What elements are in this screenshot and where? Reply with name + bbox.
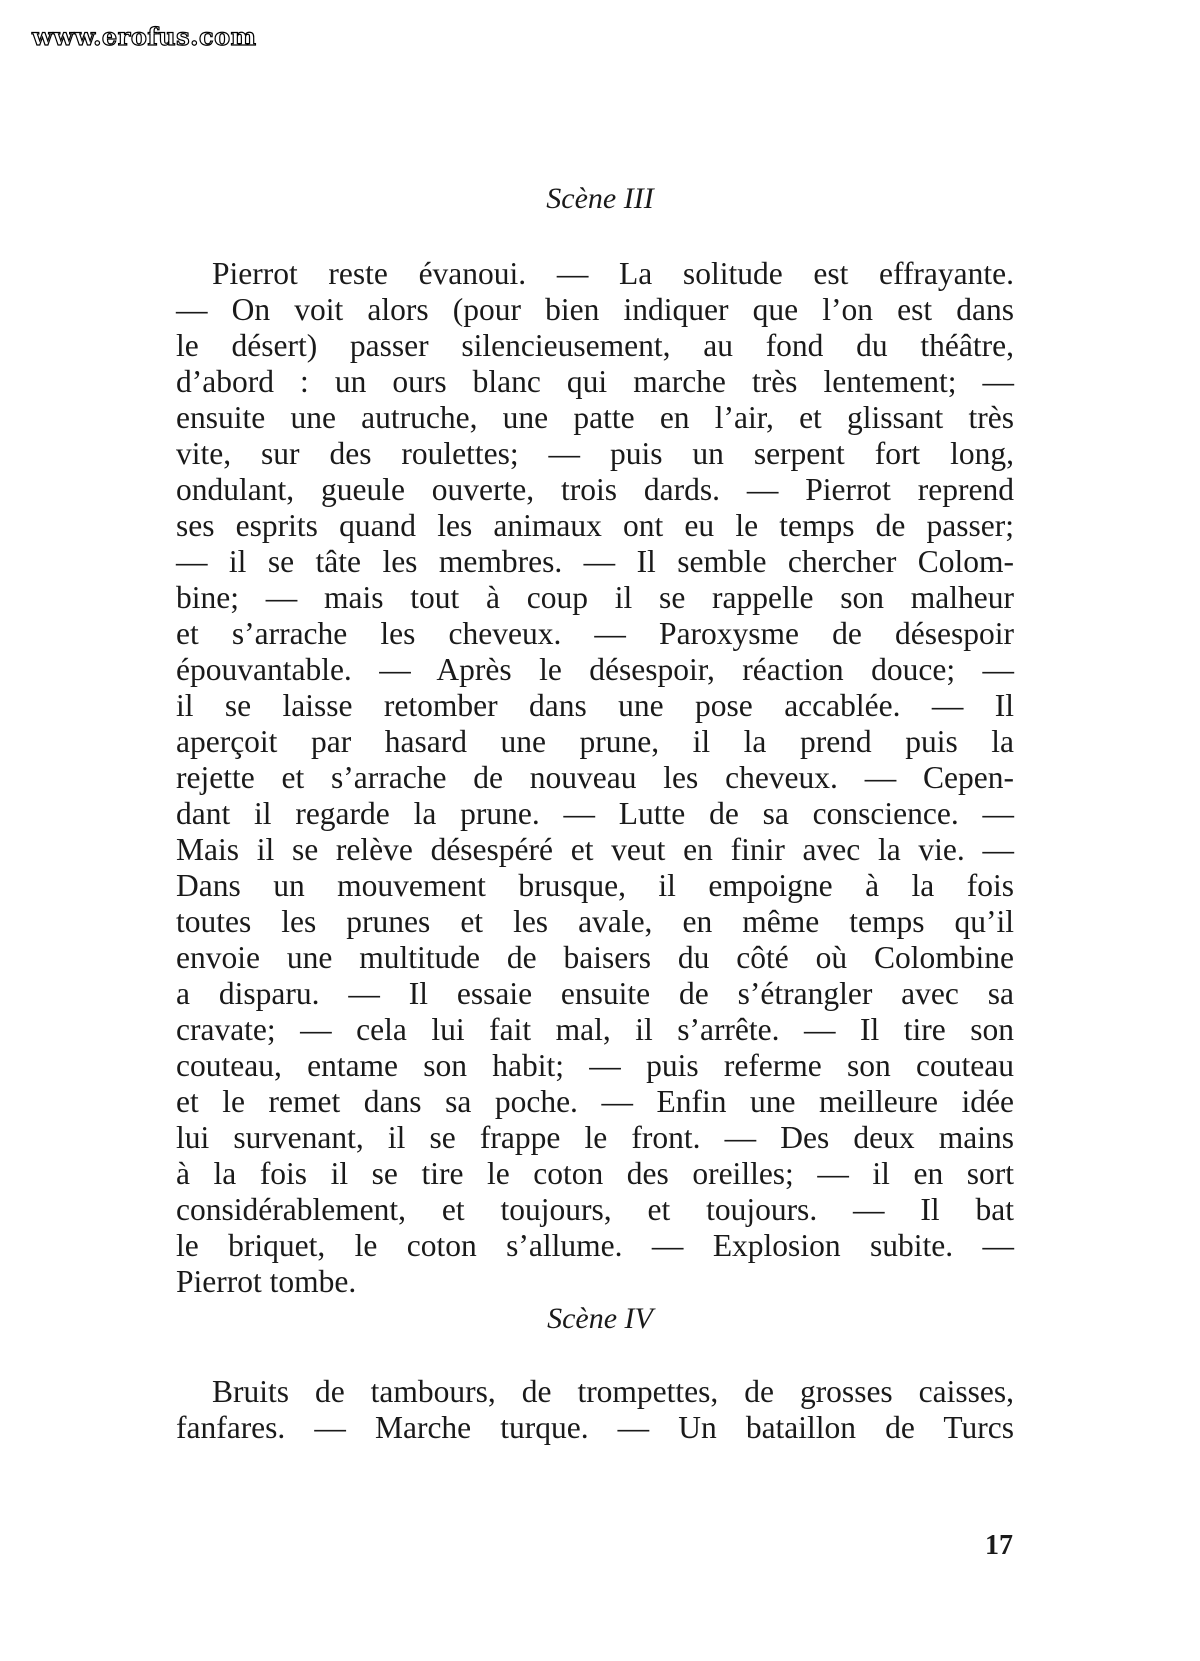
text-line: épouvantable. — Après le désespoir, réaction douce; — (176, 652, 1014, 687)
text-line: Pierrot tombe. (176, 1264, 357, 1299)
text-line: il se laisse retomber dans une pose accablée. — Il (176, 688, 1014, 723)
text-line: Pierrot reste évanoui. — La solitude est effrayante. (212, 256, 1014, 291)
scene-4-text (176, 1374, 1014, 1446)
text-line: toutes les prunes et les avale, en même temps qu’il (176, 904, 1014, 939)
text-line: ses esprits quand les animaux ont eu le temps de passer; (176, 508, 1014, 543)
scene-3-text (176, 256, 1014, 1300)
text-line: a disparu. — Il essaie ensuite de s’étrangler avec sa (176, 976, 1014, 1011)
text-line: lui survenant, il se frappe le front. — Des deux mains (176, 1120, 1014, 1155)
watermark: www.erofus.com (32, 22, 257, 51)
text-line: fanfares. — Marche turque. — Un bataillon de Turcs (176, 1410, 1014, 1445)
text-line: Bruits de tambours, de trompettes, de grosses caisses, (212, 1374, 1014, 1409)
scene-3-title: Scène III (546, 182, 654, 215)
text-line: vite, sur des roulettes; — puis un serpent fort long, (176, 436, 1014, 471)
text-line: bine; — mais tout à coup il se rappelle son malheur (176, 580, 1014, 615)
text-line: ondulant, gueule ouverte, trois dards. — Pierrot reprend (176, 472, 1014, 507)
text-line: rejette et s’arrache de nouveau les cheveux. — Cepen- (176, 760, 1014, 795)
text-line: aperçoit par hasard une prune, il la prend puis la (176, 724, 1014, 759)
page-number: 17 (985, 1530, 1013, 1561)
text-line: et le remet dans sa poche. — Enfin une meilleure idée (176, 1084, 1014, 1119)
text-line: le désert) passer silencieusement, au fond du théâtre, (176, 328, 1014, 363)
text-line: envoie une multitude de baisers du côté où Colombine (176, 940, 1014, 975)
text-line: — il se tâte les membres. — Il semble chercher Colom- (176, 544, 1014, 579)
text-line: couteau, entame son habit; — puis referme son couteau (176, 1048, 1014, 1083)
scene-4-title: Scène IV (547, 1302, 653, 1335)
text-line: ensuite une autruche, une patte en l’air, et glissant très (176, 400, 1014, 435)
text-line: d’abord : un ours blanc qui marche très lentement; — (176, 364, 1014, 399)
text-line: Mais il se relève désespéré et veut en finir avec la vie. — (176, 832, 1014, 867)
text-line: — On voit alors (pour bien indiquer que l’on est dans (176, 292, 1014, 327)
text-line: Dans un mouvement brusque, il empoigne à la fois (176, 868, 1014, 903)
text-line: considérablement, et toujours, et toujours. — Il bat (176, 1192, 1014, 1227)
text-line: et s’arrache les cheveux. — Paroxysme de désespoir (176, 616, 1014, 651)
text-line: dant il regarde la prune. — Lutte de sa conscience. — (176, 796, 1014, 831)
text-line: cravate; — cela lui fait mal, il s’arrête. — Il tire son (176, 1012, 1014, 1047)
text-line: à la fois il se tire le coton des oreilles; — il en sort (176, 1156, 1014, 1191)
text-line: le briquet, le coton s’allume. — Explosion subite. — (176, 1228, 1014, 1263)
